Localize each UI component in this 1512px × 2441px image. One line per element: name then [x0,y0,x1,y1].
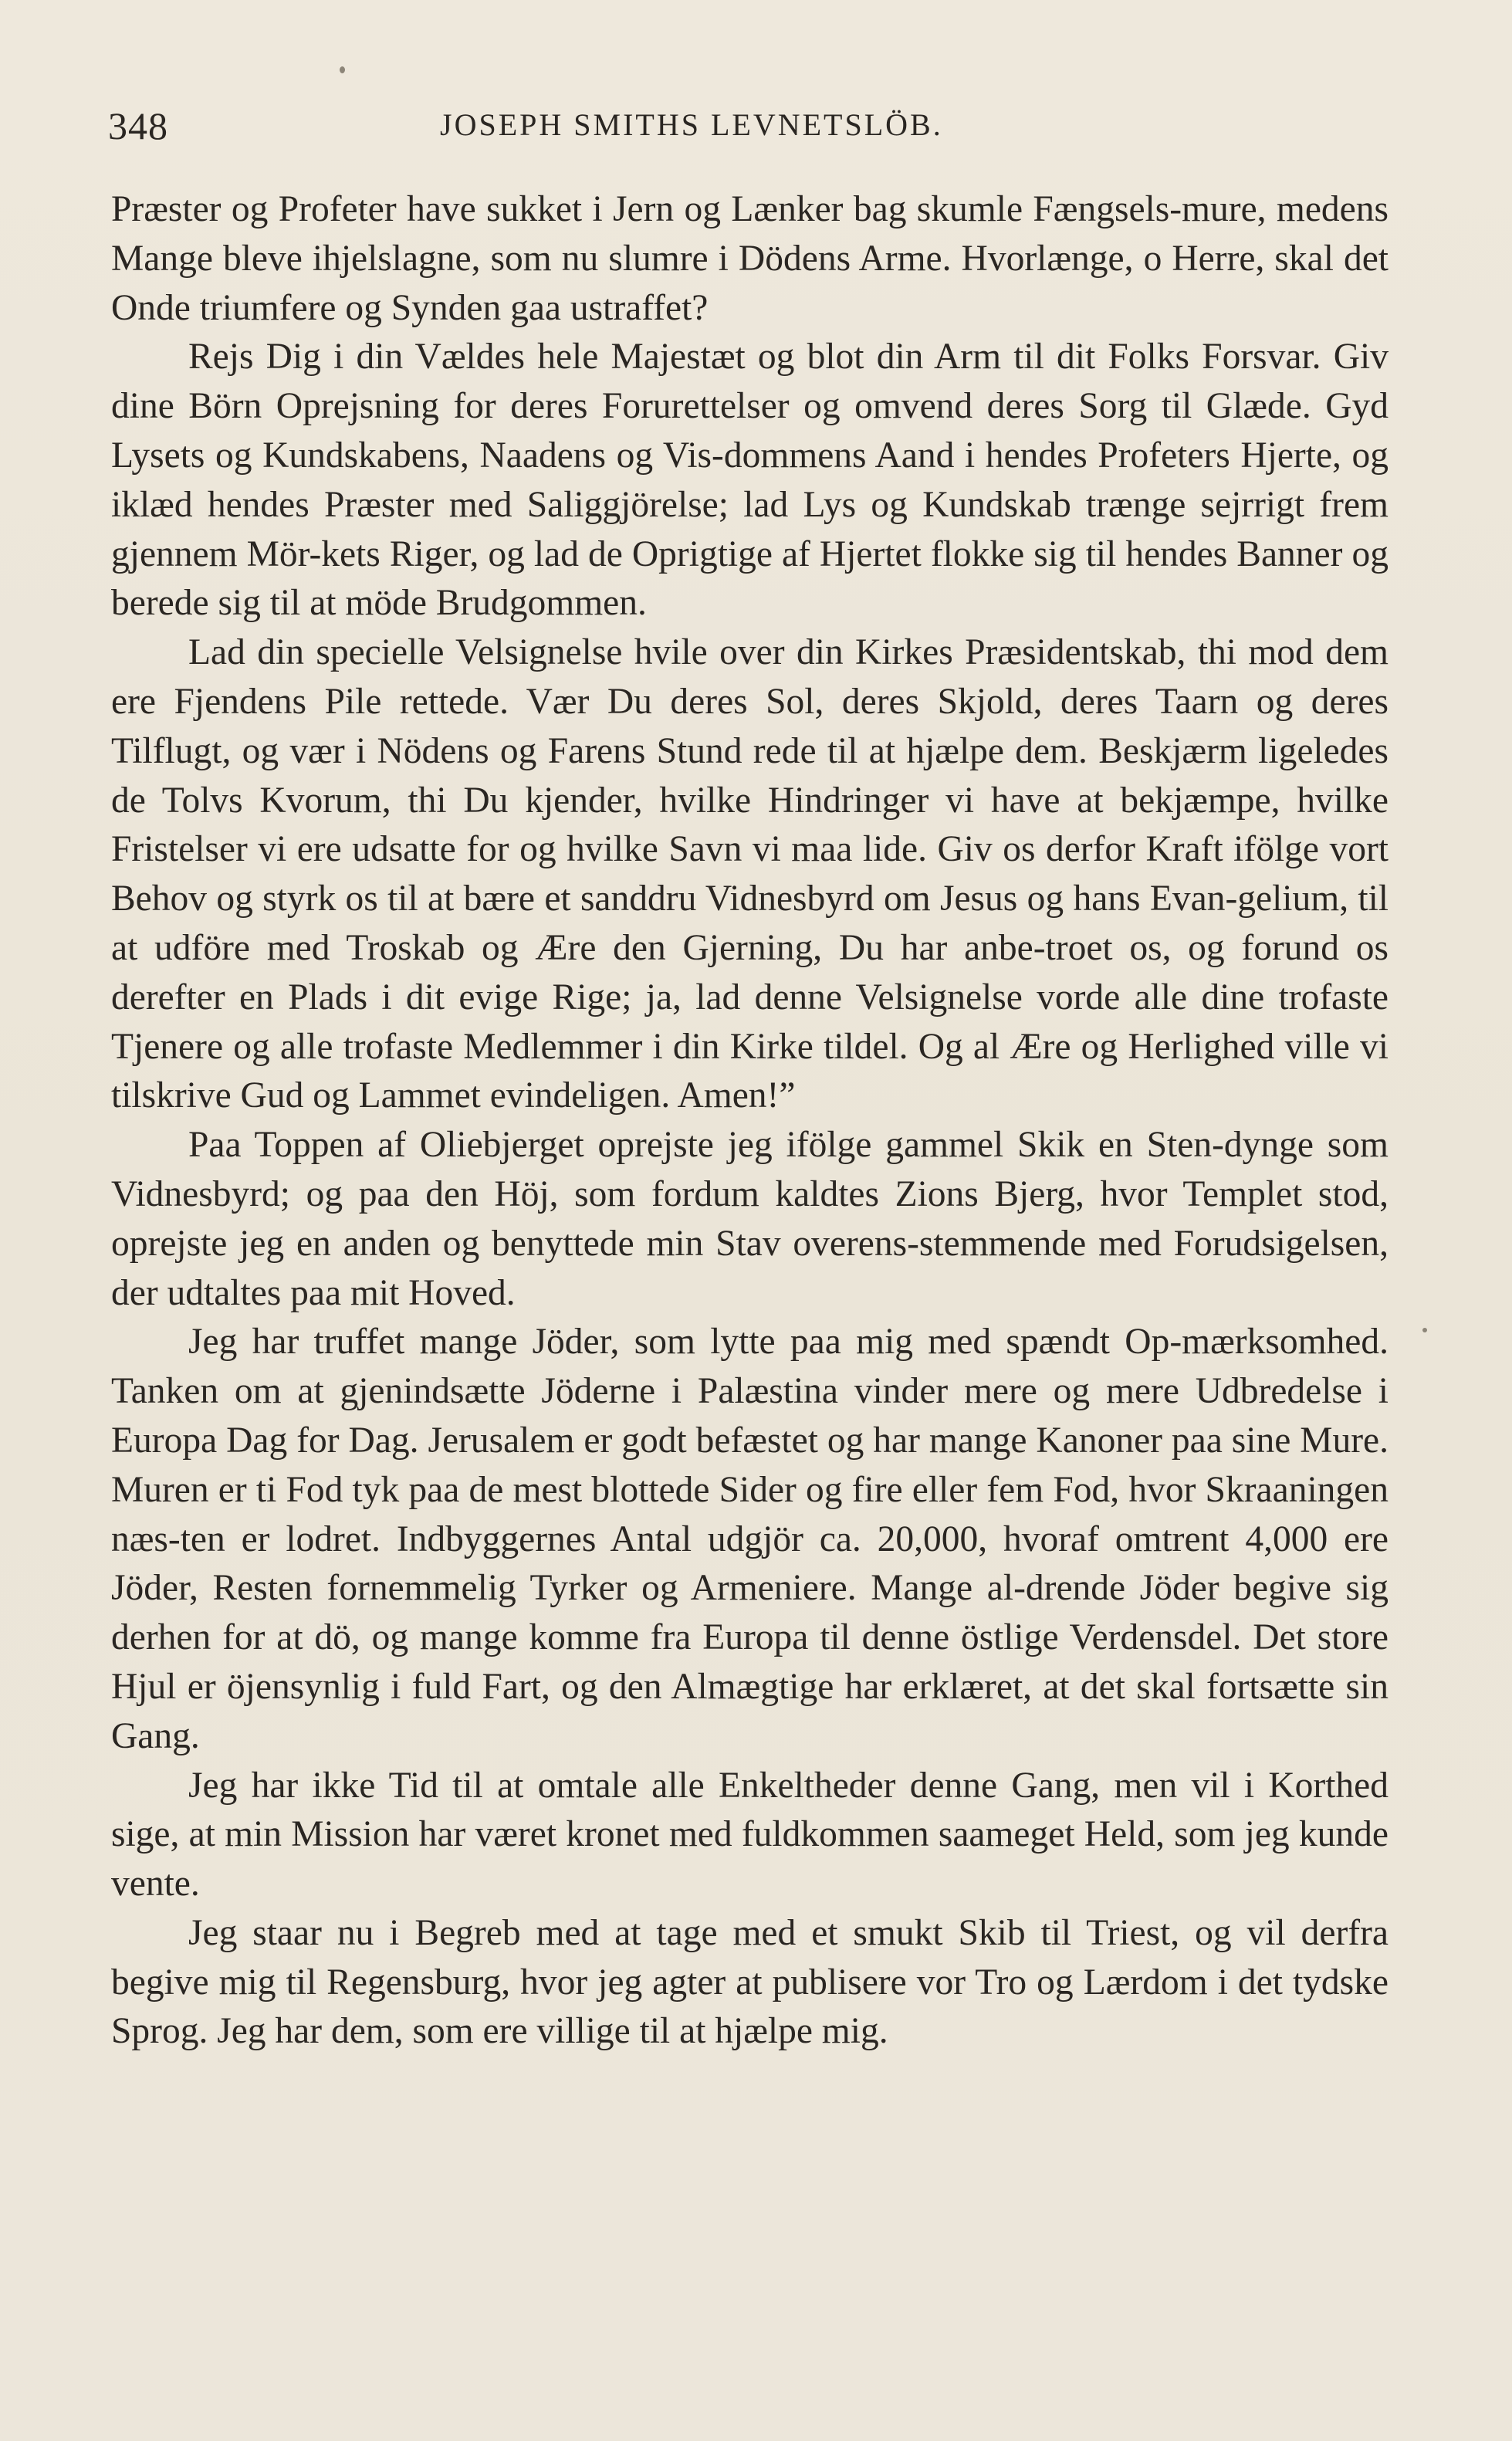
running-title: JOSEPH SMITHS LEVNETSLÖB. [440,107,943,142]
body-text [111,185,1389,2057]
paragraph: Jeg har ikke Tid til at omtale alle Enkeltheder denne Gang, men vil i Korthed sige, at min Mission har været kronet med fuldkommen saameget Held, som jeg kunde vente. [111,1765,1389,1904]
page-number: 348 [108,104,168,147]
paragraph: Præster og Profeter have sukket i Jern og Lænker bag skumle Fængsels-mure, medens Mange bleve ihjelslagne, som nu slumre i Dödens Arme. Hvorlænge, o Herre, skal det Onde triumfere og Synden gaa ustraffet? [111,189,1389,328]
ink-speck [340,66,345,73]
paragraph: Paa Toppen af Oliebjerget oprejste jeg ifölge gammel Skik en Sten-dynge som Vidnesbyrd; og paa den Höj, som fordum kaldtes Zions Bjerg, hvor Templet stod, oprejste jeg en anden og benyttede min Stav overens-stemmende med Forudsigelsen, der udtaltes paa mit Hoved. [111,1125,1389,1313]
paragraph: Lad din specielle Velsignelse hvile over din Kirkes Præsidentskab, thi mod dem ere Fjendens Pile rettede. Vær Du deres Sol, deres Skjold, deres Taarn og deres Tilflugt, og vær i Nödens og Farens Stund rede til at hjælpe dem. Beskjærm ligeledes de Tolvs Kvorum, thi Du kjender, hvilke Hindringer vi have at bekjæmpe, hvilke Fristelser vi ere udsatte for og hvilke Savn vi maa lide. Giv os derfor Kraft ifölge vort Behov og styrk os til at bære et sanddru Vidnesbyrd om Jesus og hans Evan-gelium, til at udföre med Troskab og Ære den Gjerning, Du har anbe-troet os, og forund os derefter en Plads i dit evige Rige; ja, lad denne Velsignelse vorde alle dine trofaste Tjenere og alle trofaste Medlemmer i din Kirke tildel. Og al Ære og Herlighed ville vi tilskrive Gud og Lammet evindeligen. Amen!” [111,632,1389,1116]
paragraph: Jeg har truffet mange Jöder, som lytte paa mig med spændt Op-mærksomhed. Tanken om at gjenindsætte Jöderne i Palæstina vinder mere og mere Udbredelse i Europa Dag for Dag. Jerusalem er godt befæstet og har mange Kanoner paa sine Mure. Muren er ti Fod tyk paa de mest blottede Sider og fire eller fem Fod, hvor Skraaningen næs-ten er lodret. Indbyggernes Antal udgjör ca. 20,000, hvoraf omtrent 4,000 ere Jöder, Resten fornemmelig Tyrker og Armeniere. Mange al-drende Jöder begive sig derhen for at dö, og mange komme fra Europa til denne östlige Verdensdel. Det store Hjul er öjensynlig i fuld Fart, og den Almægtige har erklæret, at det skal fortsætte sin Gang. [111,1322,1389,1756]
paragraph: Rejs Dig i din Vældes hele Majestæt og blot din Arm til dit Folks Forsvar. Giv dine Börn Oprejsning for deres Forurettelser og omvend deres Sorg til Glæde. Gyd Lysets og Kundskabens, Naadens og Vis-dommens Aand i hendes Profeters Hjerte, og iklæd hendes Præster med Saliggjörelse; lad Lys og Kundskab trænge sejrrigt frem gjennem Mör-kets Riger, og lad de Oprigtige af Hjertet flokke sig til hendes Banner og berede sig til at möde Brudgommen. [111,337,1389,624]
paragraph: Jeg staar nu i Begreb med at tage med et smukt Skib til Triest, og vil derfra begive mig til Regensburg, hvor jeg agter at publisere vor Tro og Lærdom i det tydske Sprog. Jeg har dem, som ere villige til at hjælpe mig. [111,1912,1389,2052]
ink-speck [1422,1328,1427,1332]
running-head [108,99,1389,153]
